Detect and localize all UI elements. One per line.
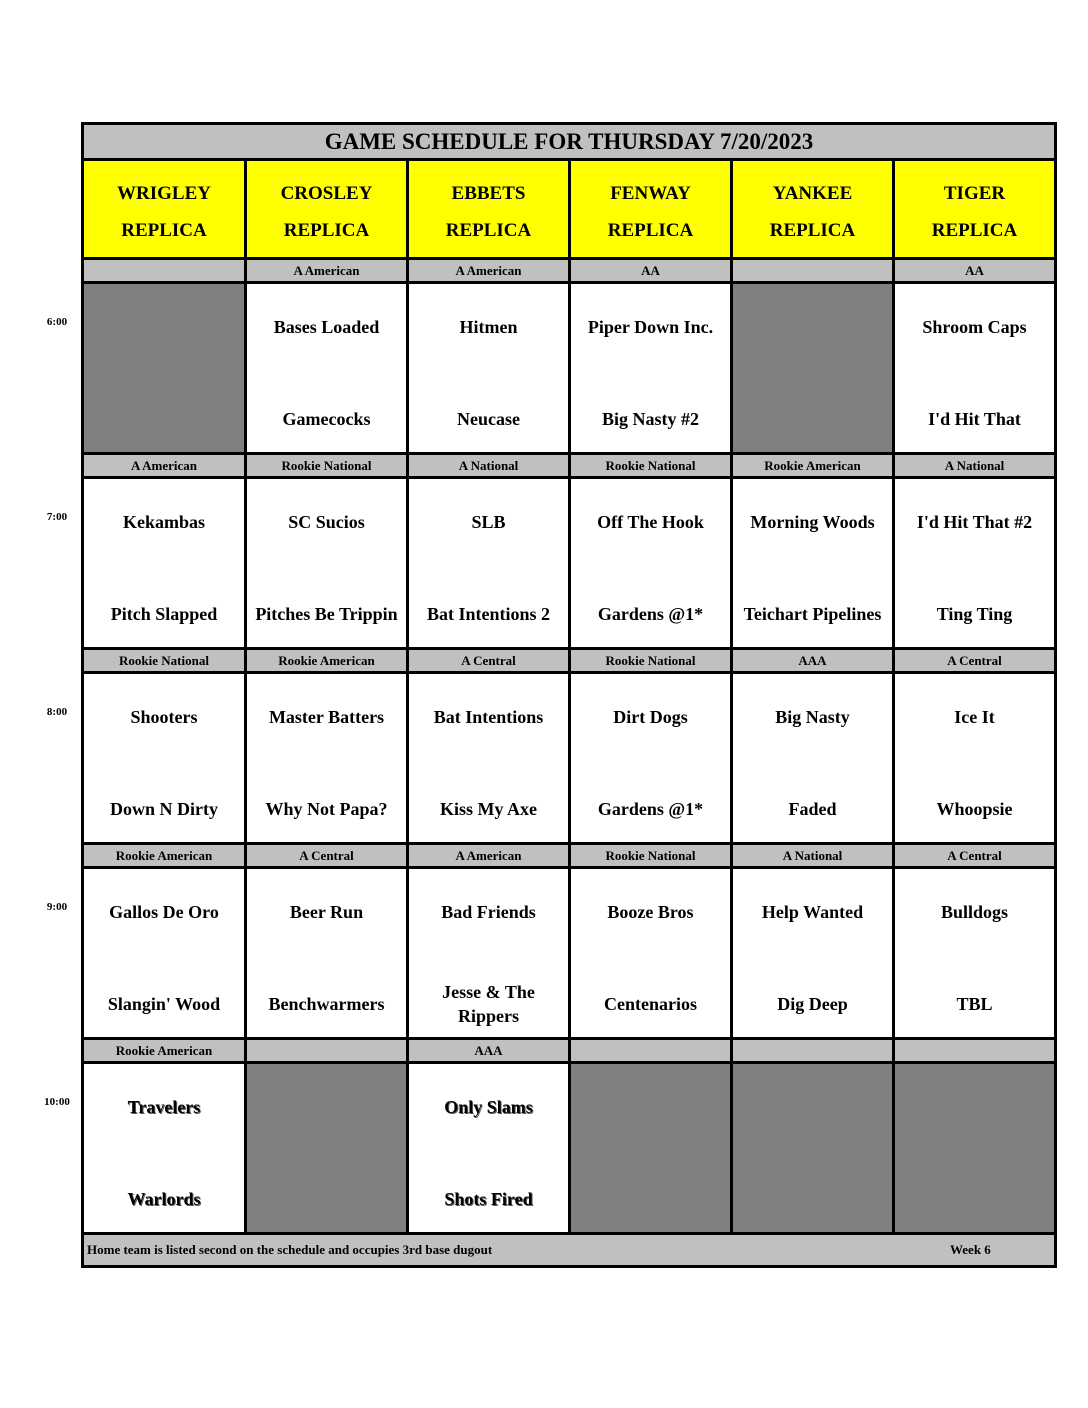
home-team: Down N Dirty [110,799,218,819]
home-team: Bat Intentions 2 [426,604,551,624]
game-slot [247,869,406,1037]
away-team: Kekambas [122,512,205,532]
game-slot [571,869,730,1037]
empty-slot [733,1064,892,1232]
game-slot [84,869,244,1037]
time-label: 7:00 [46,511,68,523]
division-label: A American [409,260,568,281]
home-team: Why Not Papa? [265,799,388,819]
away-team: SC Sucios [288,512,365,532]
away-team: Big Nasty [775,707,850,727]
empty-slot [895,1064,1054,1232]
away-team: Travelers [127,1097,201,1117]
time-label: 9:00 [46,901,68,913]
away-team: Bad Friends [441,902,536,922]
venue-header [84,161,244,257]
away-team: Dirt Dogs [613,707,688,727]
division-label: A American [84,455,244,476]
division-label: A Central [895,845,1054,866]
home-team: I'd Hit That [928,409,1021,429]
venue-sub: REPLICA [283,220,370,241]
division-label: Rookie American [84,845,244,866]
away-team: I'd Hit That #2 [916,512,1033,532]
time-label: 10:00 [44,1096,70,1108]
away-team: Master Batters [268,707,385,727]
away-team: Shroom Caps [922,317,1027,337]
away-team: Ice It [954,707,995,727]
game-slot [84,479,244,647]
division-label [733,260,892,281]
division-label: Rookie National [247,455,406,476]
home-team: Gardens @1* [597,799,704,819]
division-label [895,1040,1054,1061]
home-team: Pitches Be Trippin [255,604,398,624]
schedule-title: GAME SCHEDULE FOR THURSDAY 7/20/2023 [84,125,1054,158]
venue-name: YANKEE [772,183,853,204]
division-label: AA [571,260,730,281]
venue-header [409,161,568,257]
game-slot [571,479,730,647]
division-label [84,260,244,281]
footer-bar [84,1235,1054,1265]
division-label: Rookie National [84,650,244,671]
venue-name: EBBETS [451,183,526,204]
home-team: Ting Ting [936,604,1013,624]
game-slot [247,674,406,842]
away-team: Piper Down Inc. [587,317,714,337]
division-label: A American [409,845,568,866]
division-label: A American [247,260,406,281]
home-team: Warlords [127,1189,201,1209]
away-team: Booze Bros [607,902,694,922]
home-team: Benchwarmers [268,994,385,1014]
venue-sub: REPLICA [121,220,207,241]
division-label: Rookie American [84,1040,244,1061]
home-team: Gamecocks [282,409,371,429]
division-label: AAA [733,650,892,671]
game-slot [571,674,730,842]
venue-header [733,161,892,257]
venue-sub: REPLICA [931,220,1018,241]
venue-name: WRIGLEY [117,183,211,204]
division-label [247,1040,406,1061]
away-team: Bulldogs [940,902,1009,922]
division-label: AA [895,260,1054,281]
game-slot [895,479,1054,647]
game-slot [895,869,1054,1037]
home-team: TBL [956,994,993,1014]
game-slot [571,284,730,452]
division-label: Rookie National [571,845,730,866]
venue-header [571,161,730,257]
game-slot [409,479,568,647]
venue-header [895,161,1054,257]
home-team: Pitch Slapped [110,604,218,624]
empty-slot [247,1064,406,1232]
game-slot [247,479,406,647]
away-team: Shooters [130,707,198,727]
away-team: Off The Hook [597,512,704,532]
division-label: A National [733,845,892,866]
home-team: Jesse & The Rippers [442,982,535,1026]
home-team: Slangin' Wood [107,994,221,1014]
venue-header [247,161,406,257]
division-label: Rookie National [571,455,730,476]
division-label: A National [409,455,568,476]
away-team: Bat Intentions [433,707,544,727]
division-label: A National [895,455,1054,476]
home-team: Gardens @1* [597,604,704,624]
division-label: AAA [409,1040,568,1061]
division-label: Rookie National [571,650,730,671]
home-team: Teichart Pipelines [743,604,882,624]
division-label: A Central [247,845,406,866]
away-team: Beer Run [289,902,364,922]
home-team: Big Nasty #2 [601,409,699,429]
division-label: A Central [895,650,1054,671]
division-label [733,1040,892,1061]
away-team: Only Slams [444,1097,533,1117]
home-team: Whoopsie [936,799,1013,819]
away-team: Morning Woods [750,512,875,532]
home-team: Kiss My Axe [440,799,537,819]
home-team: Faded [788,799,837,819]
empty-slot [84,284,244,452]
game-slot [409,674,568,842]
game-slot [409,1064,568,1232]
schedule-sheet [81,122,1057,1268]
empty-slot [733,284,892,452]
division-label: Rookie American [247,650,406,671]
game-slot [733,869,892,1037]
home-team: Dig Deep [777,994,848,1014]
venue-sub: REPLICA [769,220,856,241]
game-slot [247,284,406,452]
home-team: Neucase [457,409,520,429]
week-label: Week 6 [950,1242,991,1257]
game-slot [409,284,568,452]
away-team: Help Wanted [761,902,864,922]
division-label: Rookie American [733,455,892,476]
time-label: 8:00 [46,706,68,718]
empty-slot [571,1064,730,1232]
game-slot [895,674,1054,842]
game-slot [733,674,892,842]
away-team: Bases Loaded [273,317,380,337]
division-label: A Central [409,650,568,671]
venue-name: FENWAY [610,183,691,204]
away-team: Gallos De Oro [109,902,219,922]
game-slot [84,1064,244,1232]
home-team: Shots Fired [444,1189,533,1209]
away-team: SLB [471,512,506,532]
game-slot [733,479,892,647]
venue-sub: REPLICA [607,220,694,241]
game-slot [84,674,244,842]
venue-sub: REPLICA [445,220,532,241]
game-slot [895,284,1054,452]
home-team: Centenarios [604,994,697,1014]
venue-name: CROSLEY [280,183,373,204]
time-label: 6:00 [46,316,68,328]
footer-note: Home team is listed second on the schedule and occupies 3rd base dugout [87,1242,493,1257]
game-slot [409,869,568,1037]
venue-name: TIGER [943,183,1006,204]
away-team: Hitmen [459,317,518,337]
division-label [571,1040,730,1061]
